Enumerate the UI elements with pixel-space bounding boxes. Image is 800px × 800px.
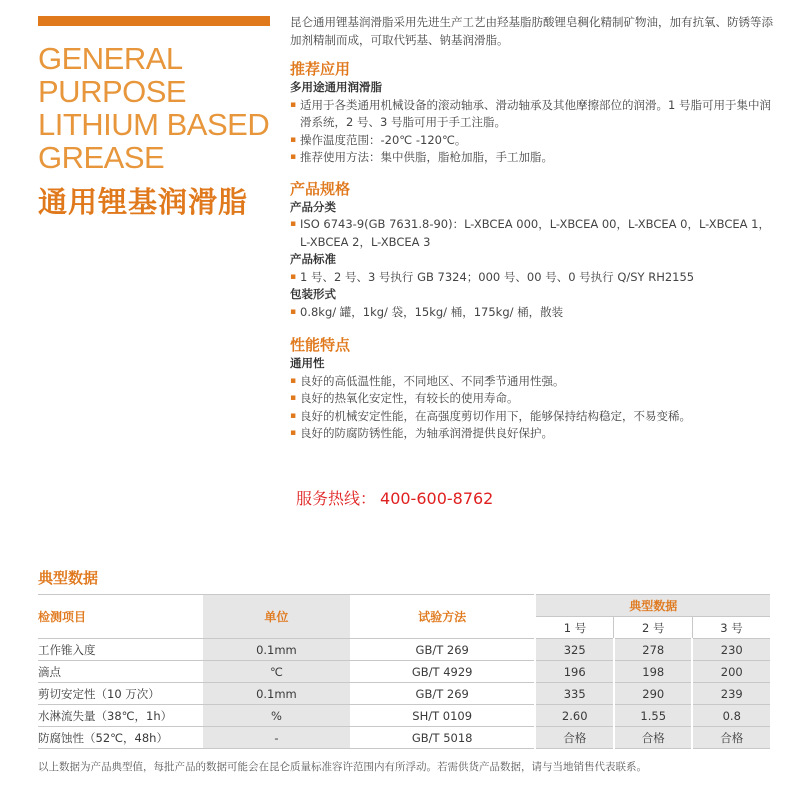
cell-grade-2: 198 — [614, 661, 693, 683]
header-method: 试验方法 — [350, 595, 536, 639]
cell-grade-2: 278 — [614, 639, 693, 661]
cell-method: GB/T 269 — [350, 683, 536, 705]
title-chinese: 通用锂基润滑脂 — [38, 185, 249, 219]
table-row — [38, 727, 770, 749]
cell-grade-1: 335 — [535, 683, 614, 705]
header-accent-bar — [38, 16, 270, 26]
service-hotline — [296, 486, 493, 509]
cell-grade-1: 2.60 — [535, 705, 614, 727]
cell-unit: % — [203, 705, 350, 727]
header-unit: 单位 — [203, 595, 350, 639]
intro-paragraph: 昆仑通用锂基润滑脂采用先进生产工艺由羟基脂肪酸锂皂稠化精制矿物油，加有抗氧、防锈等添加剂精制而成，可取代钙基、钠基润滑脂。 — [290, 15, 773, 47]
footnote: 以上数据为产品典型值，每批产品的数据可能会在昆仑质量标准容许范围内有所浮动。若需供货产品数据，请与当地销售代表联系。 — [38, 761, 647, 773]
spec-packaging: ▪ 0.8kg/ 罐，1kg/ 袋，15kg/ 桶，175kg/ 桶，散装 — [290, 304, 780, 322]
feature-bullet: ▪ 良好的机械安定性能，在高强度剪切作用下，能够保持结构稳定，不易变稀。 — [290, 408, 780, 426]
section-title-features: 性能特点 — [290, 336, 351, 354]
application-bullet: ▪ 适用于各类通用机械设备的滚动轴承、滑动轴承及其他摩擦部位的润滑。1 号脂可用于集中润滑系统，2 号、3 号脂可用于手工注脂。 — [290, 97, 780, 132]
cell-grade-3: 0.8 — [692, 705, 770, 727]
cell-grade-1: 合格 — [535, 727, 614, 749]
cell-grade-1: 325 — [535, 639, 614, 661]
feature-bullet: ▪ 良好的防腐防锈性能，为轴承润滑提供良好保护。 — [290, 425, 780, 443]
application-bullet: ▪ 操作温度范围：-20℃ -120℃。 — [290, 132, 780, 150]
title-en-line: PURPOSE — [38, 74, 187, 109]
table-row — [38, 683, 770, 705]
cell-method: GB/T 5018 — [350, 727, 536, 749]
cell-item: 滴点 — [38, 661, 203, 683]
cell-item: 剪切安定性（10 万次） — [38, 683, 203, 705]
description-column — [290, 14, 780, 443]
section-title-specs: 产品规格 — [290, 179, 351, 198]
cell-grade-3: 239 — [692, 683, 770, 705]
features-subtitle: 通用性 — [290, 356, 325, 370]
header-grade-1: 1 号 — [535, 617, 614, 639]
title-english — [38, 42, 278, 174]
cell-grade-3: 230 — [692, 639, 770, 661]
table-row — [38, 705, 770, 727]
section-title-applications: 推荐应用 — [290, 60, 351, 78]
feature-bullet: ▪ 良好的热氧化安定性，有较长的使用寿命。 — [290, 390, 780, 408]
spec-classification: ▪ ISO 6743-9(GB 7631.8-90)：L-XBCEA 000，L-XBCEA 00，L-XBCEA 0，L-XBCEA 1，L-XBCEA 2，L-XBCEA 3 — [290, 216, 780, 251]
feature-bullet: ▪ 良好的高低温性能，不同地区、不同季节通用性强。 — [290, 373, 780, 391]
cell-grade-3: 200 — [692, 661, 770, 683]
cell-method: GB/T 269 — [350, 639, 536, 661]
cell-unit: - — [203, 727, 350, 749]
typical-data-title: 典型数据 — [38, 569, 99, 587]
header-grade-2: 2 号 — [614, 617, 693, 639]
cell-item: 工作锥入度 — [38, 639, 203, 661]
header-typical-group: 典型数据 — [535, 595, 770, 617]
cell-grade-1: 196 — [535, 661, 614, 683]
cell-grade-2: 290 — [614, 683, 693, 705]
spec-standard-title: 产品标准 — [290, 252, 336, 266]
title-en-line: LITHIUM BASED — [38, 107, 270, 142]
cell-item: 水淋流失量（38℃，1h） — [38, 705, 203, 727]
application-bullet: ▪ 推荐使用方法：集中供脂，脂枪加脂，手工加脂。 — [290, 149, 780, 167]
spec-standard: ▪ 1 号、2 号、3 号执行 GB 7324；000 号、00 号、0 号执行 Q/SY RH2155 — [290, 269, 780, 287]
title-en-line: GENERAL — [38, 41, 183, 76]
cell-grade-3: 合格 — [692, 727, 770, 749]
header-item: 检测项目 — [38, 595, 203, 639]
table-row — [38, 661, 770, 683]
spec-packaging-title: 包装形式 — [290, 287, 336, 301]
cell-grade-2: 1.55 — [614, 705, 693, 727]
cell-unit: 0.1mm — [203, 639, 350, 661]
cell-unit: 0.1mm — [203, 683, 350, 705]
table-row — [38, 639, 770, 661]
title-en-line: GREASE — [38, 140, 165, 175]
hotline-number: 400-600-8762 — [380, 489, 494, 508]
cell-method: GB/T 4929 — [350, 661, 536, 683]
typical-data-table — [38, 594, 770, 749]
applications-subtitle: 多用途通用润滑脂 — [290, 80, 382, 94]
cell-item: 防腐蚀性（52℃，48h） — [38, 727, 203, 749]
cell-grade-2: 合格 — [614, 727, 693, 749]
spec-classification-title: 产品分类 — [290, 199, 336, 214]
hotline-label: 服务热线： — [296, 489, 377, 508]
cell-method: SH/T 0109 — [350, 705, 536, 727]
cell-unit: ℃ — [203, 661, 350, 683]
header-grade-3: 3 号 — [692, 617, 770, 639]
